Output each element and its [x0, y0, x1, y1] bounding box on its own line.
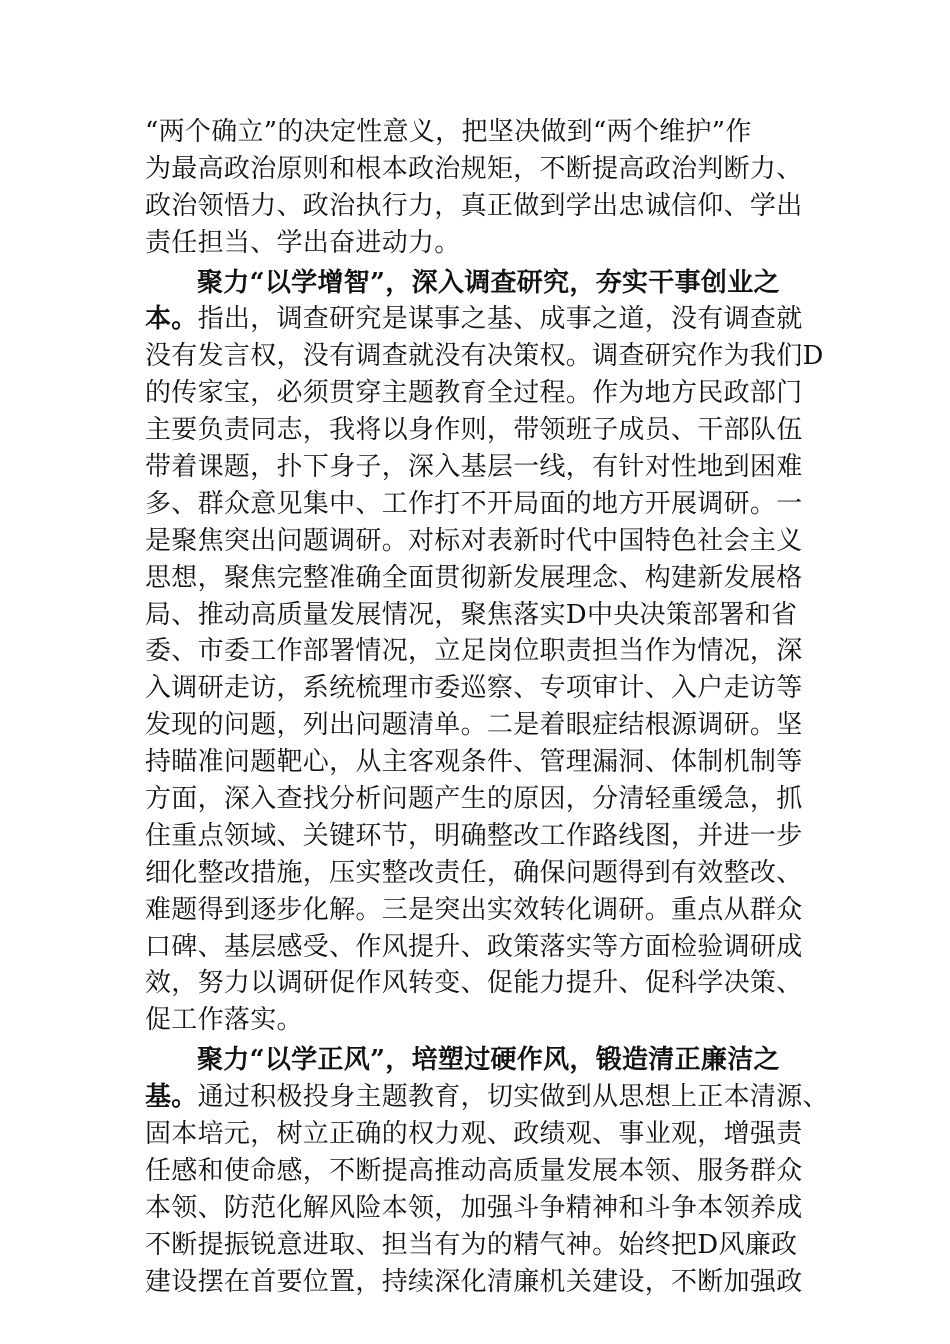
text-line: 政治领悟力、政治执行力，真正做到学出忠诚信仰、学出	[145, 190, 803, 221]
text-line: 责任担当、学出奋进动力。	[145, 227, 461, 258]
section-heading: 聚力“以学增智”，深入调查研究，夯实干事创业之	[197, 267, 780, 298]
section-heading: 聚力“以学正风”，培塑过硬作风，锻造清正廉洁之	[197, 1045, 780, 1076]
text-line: 细化整改措施，压实整改责任，确保问题得到有效整改、	[145, 857, 803, 888]
text-line: 委、市委工作部署情况，立足岗位职责担当作为情况，深	[145, 636, 803, 667]
text-line: 带着课题，扑下身子，深入基层一线，有针对性地到困难	[145, 452, 803, 483]
text-line: 效，努力以调研促作风转变、促能力提升、促科学决策、	[145, 968, 803, 999]
text-line: 为最高政治原则和根本政治规矩，不断提高政治判断力、	[145, 153, 803, 184]
text-line: 促工作落实。	[145, 1005, 303, 1036]
text-line: 是聚焦突出问题调研。对标对表新时代中国特色社会主义	[145, 525, 803, 556]
text-line	[145, 301, 815, 338]
text-line	[145, 1079, 829, 1116]
text-line: 思想，聚焦完整准确全面贯彻新发展理念、构建新发展格	[145, 562, 803, 593]
text-line: 口碑、基层感受、作风提升、政策落实等方面检验调研成	[145, 931, 803, 962]
text-line: 持瞄准问题靶心，从主客观条件、管理漏洞、体制机制等	[145, 747, 803, 778]
text-line: 入调研走访，系统梳理市委巡察、专项审计、入户走访等	[145, 673, 803, 704]
section-heading-end: 本。	[145, 304, 198, 335]
text-line: 固本培元，树立正确的权力观、政绩观、事业观，增强责	[145, 1119, 803, 1150]
text-span: 指出，调查研究是谋事之基、成事之道，没有调查就	[197, 304, 803, 335]
section-heading-end: 基。	[145, 1082, 198, 1113]
text-line: 方面，深入查找分析问题产生的原因，分清轻重缓急，抓	[145, 784, 803, 815]
text-line: 不断提振锐意进取、担当有为的精气神。始终把D风廉政	[145, 1229, 798, 1260]
text-line: “两个确立”的决定性意义，把坚决做到“两个维护”作	[145, 117, 752, 147]
text-line: 住重点领域、关键环节，明确整改工作路线图，并进一步	[145, 820, 803, 851]
text-line: 发现的问题，列出问题清单。二是着眼症结根源调研。坚	[145, 710, 803, 741]
text-line: 任感和使命感，不断提高推动高质量发展本领、服务群众	[145, 1155, 803, 1186]
text-line: 多、群众意见集中、工作打不开局面的地方开展调研。一	[145, 488, 803, 519]
text-line: 难题得到逐步化解。三是突出实效转化调研。重点从群众	[145, 894, 803, 925]
body-text	[145, 114, 829, 1301]
text-line: 的传家宝，必须贯穿主题教育全过程。作为地方民政部门	[145, 378, 803, 409]
text-line: 主要负责同志，我将以身作则，带领班子成员、干部队伍	[145, 415, 803, 446]
text-line: 建设摆在首要位置，持续深化清廉机关建设，不断加强政	[145, 1266, 803, 1297]
text-line: 没有发言权，没有调查就没有决策权。调查研究作为我们D	[145, 341, 824, 372]
text-span: 通过积极投身主题教育，切实做到从思想上正本清源、	[197, 1082, 829, 1113]
text-line: 本领、防范化解风险本领，加强斗争精神和斗争本领养成	[145, 1192, 803, 1223]
text-line: 局、推动高质量发展情况，聚焦落实D中央决策部署和省	[145, 599, 798, 630]
